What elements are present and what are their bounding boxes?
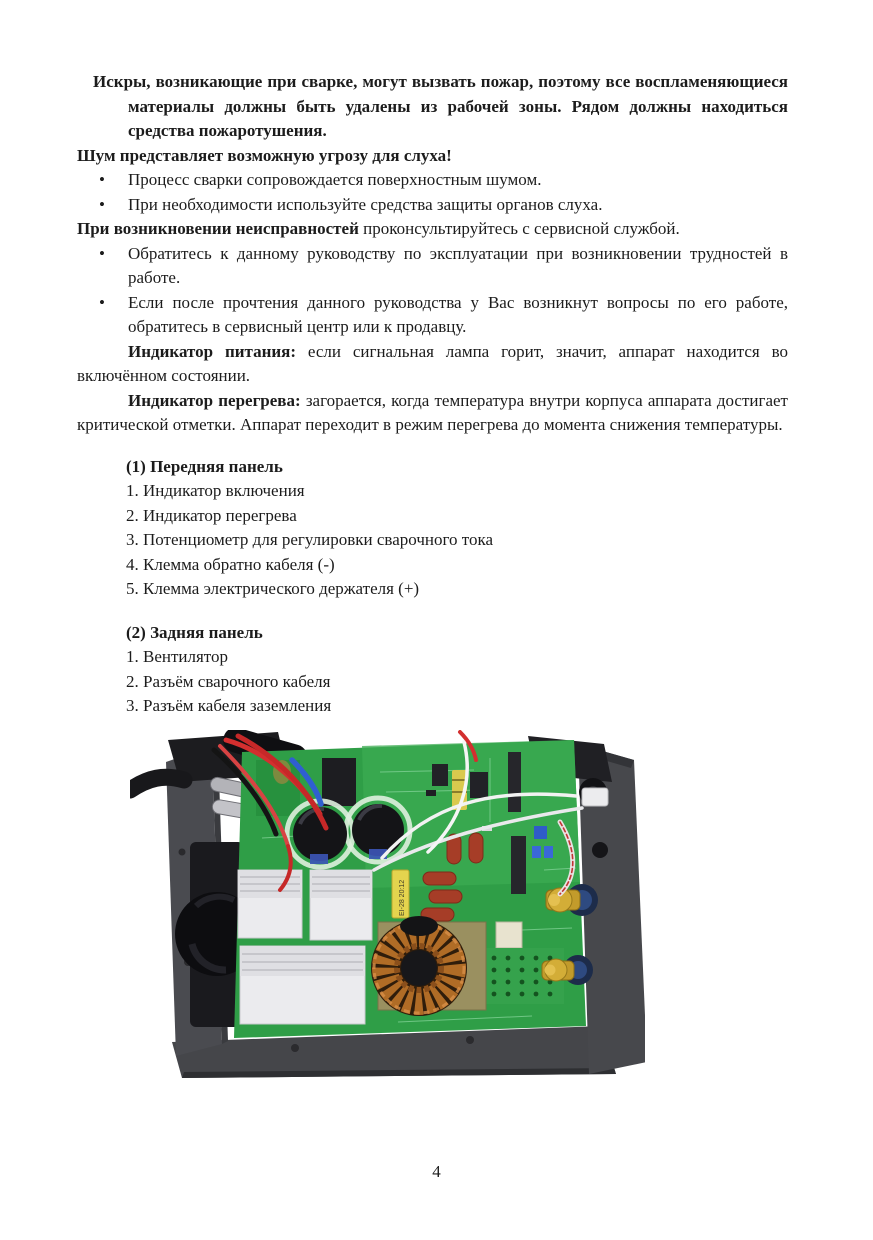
list-item-text: При необходимости используйте средства защиты органов слуха. [128,194,603,214]
power-indicator-paragraph [77,340,788,389]
overheat-indicator-term: Индикатор перегрева: [128,390,301,410]
list-item: 3. Потенциометр для регулировки сварочного тока [126,530,494,549]
fault-text: проконсультируйтесь с сервисной службой. [358,219,680,238]
front-panel-section [126,455,788,602]
list-item [77,193,788,218]
list-item-text: Если после прочтения данного руководства у Вас возникнут вопросы по его работе, обратитесь в сервисный центр или к продавцу. [128,292,788,336]
front-panel-heading: (1) Передняя панель [126,456,283,476]
overheat-indicator-text: загорается, когда температура внутри корпуса аппарата достигает критической отметки. Аппарат переходит в режим перегрева до момента снижения температуры. [77,390,788,434]
fault-paragraph [77,217,788,242]
power-indicator-text: если сигнальная лампа горит, значит, аппарат находится во включённом состоянии. [77,341,789,385]
list-item-text: Обратитесь к данному руководству по эксплуатации при возникновении трудностей в работе. [128,243,788,287]
page-number: 4 [432,1162,441,1181]
fault-heading-bold: При возникновении неисправностей [77,219,359,238]
bullet-marker: • [99,170,105,189]
list-item [77,291,788,340]
power-indicator-term: Индикатор питания: [128,341,297,361]
internal-components-photo [130,730,645,1080]
list-item: 2. Разъём сварочного кабеля [126,671,331,691]
bullet-marker: • [99,243,105,263]
list-item-text: Процесс сварки сопровождается поверхностным шумом. [128,170,542,189]
overheat-indicator-paragraph [77,389,788,438]
bullet-marker: • [99,292,105,312]
list-item [77,242,788,291]
rear-panel-section [126,621,788,719]
list-item: 1. Вентилятор [126,647,229,666]
noise-warning-heading: Шум представляет возможную угрозу для слуха! [77,145,452,165]
list-item: 4. Клемма обратно кабеля (-) [126,554,335,574]
list-item: 5. Клемма электрического держателя (+) [126,579,420,598]
rear-panel-heading: (2) Задняя панель [126,622,263,642]
list-item [77,168,788,193]
list-item: 3. Разъём кабеля заземления [126,696,332,715]
fire-warning-paragraph: Искры, возникающие при сварке, могут вызвать пожар, поэтому все воспламеняющиеся материалы должны быть удалены из рабочей зоны. Рядом должны находиться средства пожаротушения. [93,72,788,140]
list-item: 1. Индикатор включения [126,481,305,500]
transformer-label: EI-28 20:12 [399,879,406,916]
list-item: 2. Индикатор перегрева [126,505,297,525]
bullet-marker: • [99,194,105,214]
